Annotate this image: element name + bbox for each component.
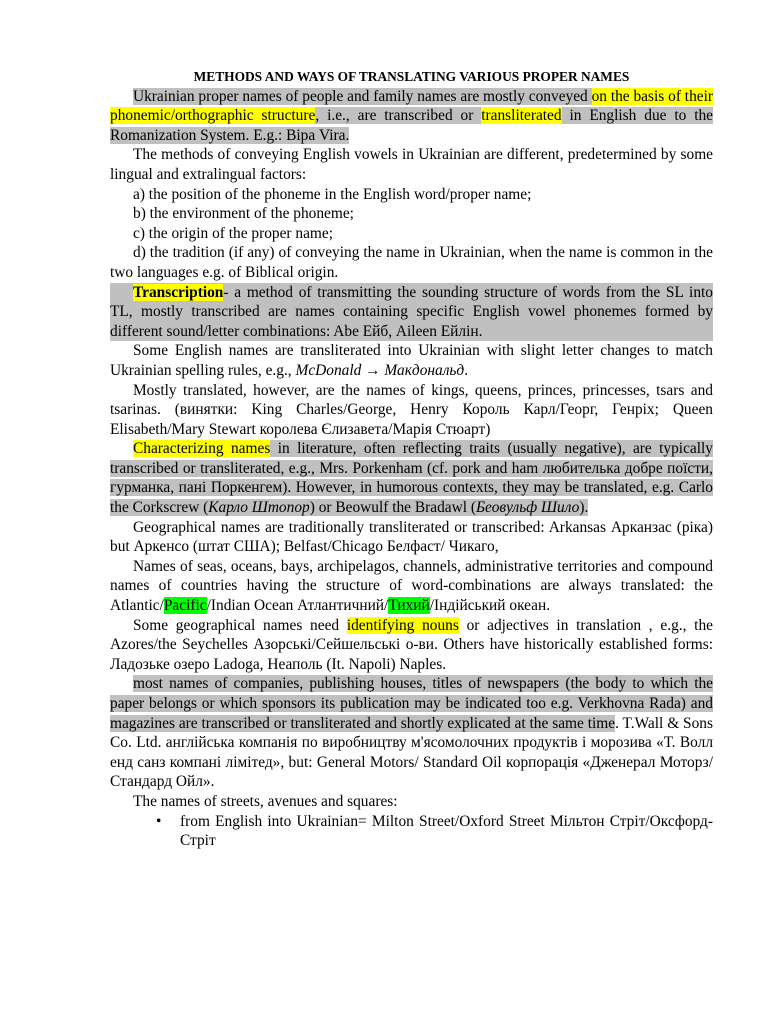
bullet-text: from English into Ukrainian= Milton Street/Oxford Street Мільтон Стріт/Оксфорд-Стріт: [180, 812, 713, 850]
seas-text: /Індійський океан.: [429, 597, 551, 615]
paragraph-transliteration: [110, 341, 713, 380]
gray-highlight: ).: [579, 499, 589, 517]
list-item: d) the tradition (if any) of conveying the name in Ukrainian, when the name is common in the two languages e.g. of Biblical origin.: [110, 244, 713, 281]
paragraph-geographical: Geographical names are traditionally transliterated or transcribed: Arkansas Арканзас (ріка) but Аркенсо (штат США); Belfast/Chicago Белфаст/ Чикаго,: [110, 518, 713, 556]
list-item: b) the environment of the phoneme;: [133, 205, 354, 223]
gray-highlight: , i.e., are transcribed or: [315, 107, 482, 125]
companies-text: . T.Wall & Sons Co. Ltd. англійська компанія по виробництву м'ясомолочних продуктів і морозива «Т. Волл енд санз компані лімітед», but: General Motors/ Standard Oil корпорація «Дженерал Моторз/Стандард Ойл».: [110, 714, 713, 791]
paragraph-characterizing: [110, 439, 713, 517]
ident-text: Some geographical names need: [133, 616, 347, 634]
gray-highlight: in English due to the Romanization System. E.g.: Віра Vira.: [110, 107, 714, 144]
yellow-highlight: identifying nouns: [346, 616, 459, 634]
ident-text: or adjectives in translation , e.g., the Azores/the Seychelles Азорські/Сейшельські о-ви. Others have historically established forms: Ладозьке озеро Ladoga, Неаполь (It. Napoli) Naples.: [110, 616, 713, 673]
paragraph-vowels: The methods of conveying English vowels in Ukrainian are different, predetermined by some lingual and extralingual factors:: [110, 146, 713, 183]
seas-text: /Indian Ocean Атлантичний/: [206, 597, 389, 615]
yellow-highlight: transliterated: [481, 107, 562, 125]
green-highlight: Pacific: [163, 597, 207, 615]
list-item: a) the position of the phoneme in the English word/proper name;: [133, 185, 532, 203]
paragraph-streets: The names of streets, avenues and squares:: [133, 792, 398, 810]
document-page: [110, 67, 713, 851]
translit-example: McDonald → Макдональд: [295, 361, 465, 379]
paragraph-identifying-nouns: [110, 616, 713, 675]
seas-text: Names of seas, oceans, bays, archipelagos, channels, administrative territories and compound names of countries having the structure of word-combinations are always translated: the Atlantic/: [110, 557, 713, 615]
yellow-highlight: on the basis of their phonemic/orthographic structure: [110, 87, 713, 125]
gray-highlight: in literature, often reflecting traits (usually negative), are typically transcribed or transliterated, e.g., Mrs. Porkenham (cf. pork and ham любителька добре поїсти, гурманка, пані Поркенгем). However, in humorous contexts, they may be translated, e.g. Carlo the Corkscrew (: [110, 440, 713, 517]
paragraph-seas: [110, 557, 713, 616]
translit-end: .: [464, 361, 469, 379]
green-highlight: Тихий: [388, 597, 430, 615]
transcription-definition: - a method of transmitting the sounding structure of words from the SL into TL, mostly transcribed are names containing specific English vowel phonemes formed by different sound/letter combinations: Abe Ейб, Aileen Ейлін.: [110, 283, 713, 340]
list-item: c) the origin of the proper name;: [133, 224, 334, 242]
bullet-item: [110, 812, 713, 851]
gray-highlight: Ukrainian proper names of people and family names are mostly conveyed: [133, 87, 592, 105]
translit-text: Some English names are transliterated into Ukrainian with slight letter changes to match Ukrainian spelling rules, e.g.,: [110, 342, 713, 379]
paragraph-transcription: [110, 283, 713, 342]
paragraph-companies: [110, 674, 713, 792]
gray-highlight: ) or Beowulf the Bradawl (: [309, 499, 476, 517]
paragraph-kings: Mostly translated, however, are the names of kings, queens, princes, princesses, tsars and tsarinas. (винятки: King Charles/George, Henry Король Карл/Георг, Генріх; Queen Elisabeth/Mary Stewart королева Єлизавета/Марія Стюарт): [110, 381, 713, 438]
term-characterizing-names: Characterizing names: [133, 440, 271, 458]
paragraph-ukrainian-names: [110, 87, 713, 146]
gray-highlight: most names of companies, publishing houses, titles of newspapers (the body to which the paper belongs or which sponsors its publication may be indicated too e.g. Verkhovna Rada) and magazines are transcribed or transliterated and shortly explicated at the same time: [110, 675, 713, 732]
document-title: METHODS AND WAYS OF TRANSLATING VARIOUS PROPER NAMES: [193, 69, 630, 84]
gray-highlight-italic: Беовульф Шило: [475, 499, 580, 517]
bullet-list: [110, 812, 713, 851]
gray-highlight-italic: Карло Штопор: [208, 499, 310, 517]
term-transcription: Transcription: [133, 283, 224, 301]
bullet-icon: •: [156, 812, 162, 830]
